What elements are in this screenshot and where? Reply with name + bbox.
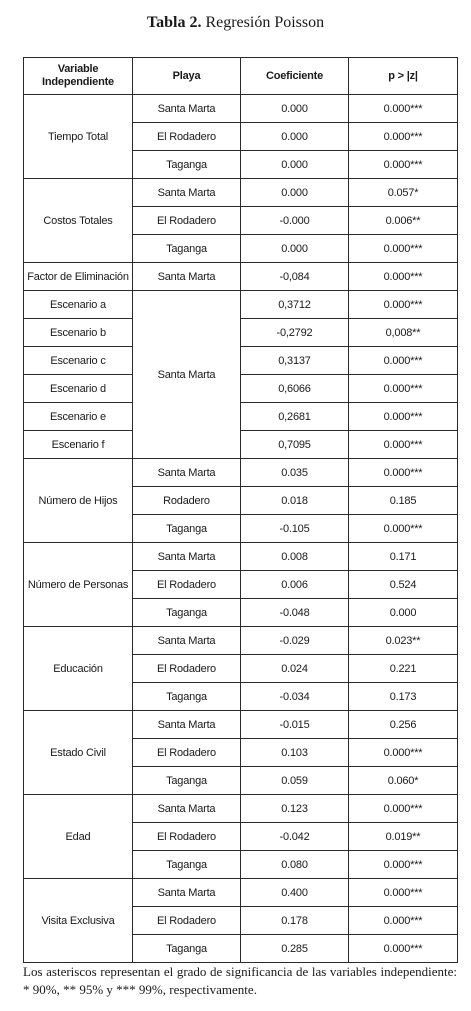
header-variable: Variable Independiente bbox=[24, 58, 133, 95]
playa-cell: El Rodadero bbox=[133, 571, 241, 599]
playa-cell: El Rodadero bbox=[133, 123, 241, 151]
playa-cell: Santa Marta bbox=[133, 263, 241, 291]
header-p-value: p > |z| bbox=[349, 58, 458, 95]
playa-cell: Taganga bbox=[133, 515, 241, 543]
p-value-cell: 0.000*** bbox=[349, 123, 458, 151]
footnote: Los asteriscos representan el grado de significancia de las variables independiente: * 90%, ** 95% y *** 99%, respectivamente. bbox=[23, 964, 457, 997]
playa-cell: Santa Marta bbox=[133, 95, 241, 123]
p-value-cell: 0.000*** bbox=[349, 459, 458, 487]
p-value-cell: 0.524 bbox=[349, 571, 458, 599]
variable-cell: Visita Exclusiva bbox=[24, 879, 133, 963]
coeficiente-cell: 0.000 bbox=[241, 151, 349, 179]
playa-cell: Taganga bbox=[133, 235, 241, 263]
p-value-cell: 0.000*** bbox=[349, 375, 458, 403]
p-value-cell: 0.173 bbox=[349, 683, 458, 711]
playa-cell: Santa Marta bbox=[133, 459, 241, 487]
table-row bbox=[24, 403, 458, 431]
variable-cell: Factor de Eliminación bbox=[24, 263, 133, 291]
table-caption: Regresión Poisson bbox=[205, 14, 325, 31]
table-row bbox=[24, 375, 458, 403]
playa-cell: El Rodadero bbox=[133, 739, 241, 767]
header-row bbox=[24, 58, 458, 95]
p-value-cell: 0.060* bbox=[349, 767, 458, 795]
table-row bbox=[24, 95, 458, 123]
variable-cell: Escenario b bbox=[24, 319, 133, 347]
playa-cell: Taganga bbox=[133, 767, 241, 795]
table-row bbox=[24, 347, 458, 375]
variable-cell: Tiempo Total bbox=[24, 95, 133, 179]
coeficiente-cell: 0.000 bbox=[241, 179, 349, 207]
variable-cell: Costos Totales bbox=[24, 179, 133, 263]
coeficiente-cell: 0.400 bbox=[241, 879, 349, 907]
playa-cell: El Rodadero bbox=[133, 907, 241, 935]
coeficiente-cell: -0.105 bbox=[241, 515, 349, 543]
table-row bbox=[24, 711, 458, 739]
coeficiente-cell: -0,2792 bbox=[241, 319, 349, 347]
playa-cell: Taganga bbox=[133, 599, 241, 627]
coeficiente-cell: 0.080 bbox=[241, 851, 349, 879]
variable-cell: Edad bbox=[24, 795, 133, 879]
coeficiente-cell: 0.035 bbox=[241, 459, 349, 487]
p-value-cell: 0.000*** bbox=[349, 935, 458, 963]
coeficiente-cell: 0.123 bbox=[241, 795, 349, 823]
coeficiente-cell: 0.006 bbox=[241, 571, 349, 599]
coeficiente-cell: 0.103 bbox=[241, 739, 349, 767]
p-value-cell: 0.000*** bbox=[349, 263, 458, 291]
coeficiente-cell: -0,084 bbox=[241, 263, 349, 291]
coeficiente-cell: 0.018 bbox=[241, 487, 349, 515]
variable-cell: Educación bbox=[24, 627, 133, 711]
coeficiente-cell: -0.000 bbox=[241, 207, 349, 235]
table-row bbox=[24, 319, 458, 347]
variable-cell: Número de Hijos bbox=[24, 459, 133, 543]
header-playa: Playa bbox=[133, 58, 241, 95]
table-row bbox=[24, 543, 458, 571]
p-value-cell: 0.000*** bbox=[349, 431, 458, 459]
playa-cell: Taganga bbox=[133, 683, 241, 711]
p-value-cell: 0.221 bbox=[349, 655, 458, 683]
p-value-cell: 0.000*** bbox=[349, 235, 458, 263]
coeficiente-cell: 0.024 bbox=[241, 655, 349, 683]
regression-table bbox=[23, 57, 458, 963]
playa-cell: El Rodadero bbox=[133, 655, 241, 683]
coeficiente-cell: 0,2681 bbox=[241, 403, 349, 431]
coeficiente-cell: 0.059 bbox=[241, 767, 349, 795]
table-body bbox=[24, 95, 458, 963]
coeficiente-cell: -0.015 bbox=[241, 711, 349, 739]
header-coeficiente: Coeficiente bbox=[241, 58, 349, 95]
playa-cell: Santa Marta bbox=[133, 291, 241, 459]
coeficiente-cell: 0.285 bbox=[241, 935, 349, 963]
table-row bbox=[24, 431, 458, 459]
p-value-cell: 0.171 bbox=[349, 543, 458, 571]
table-row bbox=[24, 627, 458, 655]
p-value-cell: 0.000*** bbox=[349, 403, 458, 431]
table-row bbox=[24, 879, 458, 907]
table-row bbox=[24, 459, 458, 487]
playa-cell: Santa Marta bbox=[133, 627, 241, 655]
variable-cell: Escenario f bbox=[24, 431, 133, 459]
coeficiente-cell: 0,6066 bbox=[241, 375, 349, 403]
coeficiente-cell: -0.034 bbox=[241, 683, 349, 711]
coeficiente-cell: 0.000 bbox=[241, 95, 349, 123]
p-value-cell: 0.000*** bbox=[349, 291, 458, 319]
variable-cell: Escenario c bbox=[24, 347, 133, 375]
playa-cell: Rodadero bbox=[133, 487, 241, 515]
p-value-cell: 0.000*** bbox=[349, 95, 458, 123]
playa-cell: Taganga bbox=[133, 851, 241, 879]
coeficiente-cell: -0.048 bbox=[241, 599, 349, 627]
p-value-cell: 0.256 bbox=[349, 711, 458, 739]
table-row bbox=[24, 795, 458, 823]
coeficiente-cell: 0.000 bbox=[241, 235, 349, 263]
p-value-cell: 0.000*** bbox=[349, 739, 458, 767]
p-value-cell: 0.057* bbox=[349, 179, 458, 207]
p-value-cell: 0.000*** bbox=[349, 151, 458, 179]
playa-cell: Santa Marta bbox=[133, 879, 241, 907]
p-value-cell: 0.000*** bbox=[349, 851, 458, 879]
coeficiente-cell: 0.178 bbox=[241, 907, 349, 935]
coeficiente-cell: -0.029 bbox=[241, 627, 349, 655]
p-value-cell: 0.000*** bbox=[349, 879, 458, 907]
playa-cell: Santa Marta bbox=[133, 711, 241, 739]
coeficiente-cell: 0,3712 bbox=[241, 291, 349, 319]
table-title bbox=[0, 14, 471, 32]
coeficiente-cell: 0,3137 bbox=[241, 347, 349, 375]
p-value-cell: 0.023** bbox=[349, 627, 458, 655]
variable-cell: Escenario e bbox=[24, 403, 133, 431]
p-value-cell: 0,008** bbox=[349, 319, 458, 347]
playa-cell: Taganga bbox=[133, 935, 241, 963]
p-value-cell: 0.006** bbox=[349, 207, 458, 235]
coeficiente-cell: -0.042 bbox=[241, 823, 349, 851]
playa-cell: Taganga bbox=[133, 151, 241, 179]
playa-cell: Santa Marta bbox=[133, 543, 241, 571]
variable-cell: Número de Personas bbox=[24, 543, 133, 627]
coeficiente-cell: 0.008 bbox=[241, 543, 349, 571]
coeficiente-cell: 0.000 bbox=[241, 123, 349, 151]
p-value-cell: 0.000*** bbox=[349, 515, 458, 543]
table-row bbox=[24, 291, 458, 319]
coeficiente-cell: 0,7095 bbox=[241, 431, 349, 459]
table-number: Tabla 2. bbox=[146, 14, 202, 31]
playa-cell: Santa Marta bbox=[133, 179, 241, 207]
table-row bbox=[24, 179, 458, 207]
variable-cell: Escenario d bbox=[24, 375, 133, 403]
playa-cell: Santa Marta bbox=[133, 795, 241, 823]
playa-cell: El Rodadero bbox=[133, 823, 241, 851]
variable-cell: Estado Civil bbox=[24, 711, 133, 795]
p-value-cell: 0.000*** bbox=[349, 795, 458, 823]
p-value-cell: 0.000 bbox=[349, 599, 458, 627]
p-value-cell: 0.185 bbox=[349, 487, 458, 515]
p-value-cell: 0.000*** bbox=[349, 347, 458, 375]
table-row bbox=[24, 263, 458, 291]
variable-cell: Escenario a bbox=[24, 291, 133, 319]
playa-cell: El Rodadero bbox=[133, 207, 241, 235]
p-value-cell: 0.019** bbox=[349, 823, 458, 851]
p-value-cell: 0.000*** bbox=[349, 907, 458, 935]
